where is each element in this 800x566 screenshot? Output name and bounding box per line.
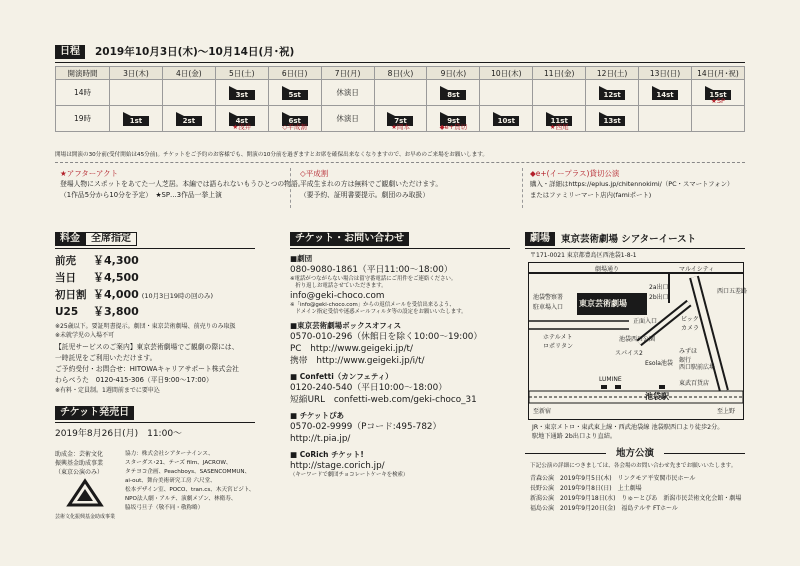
- childcare-line: わらべうた 0120-415-306（平日9:00～17:00）: [55, 376, 213, 384]
- stage-badge: 5st: [282, 90, 308, 100]
- feature-heisei: [300, 168, 520, 201]
- childcare-line: ※有料・定員制。1週間前までに要申込: [55, 387, 160, 394]
- ticket-contact-line: info@geki-choco.com: [290, 291, 385, 301]
- coop-line: 松本デザイン室、POCO、tran.cs、木天宮ビジト、: [125, 487, 255, 493]
- arts-fund-logo-icon: [65, 479, 105, 509]
- regional-item: 長野公演 2019年9月8日(日) 上土劇場: [530, 485, 642, 492]
- map-theater-label: 東京芸術劇場: [579, 299, 627, 308]
- map-label: 劇場通り: [595, 266, 620, 273]
- ticket-outlet-name: ■ CoRich チケット!: [290, 450, 364, 459]
- feature-divider: [290, 168, 291, 208]
- tickets-header: [290, 232, 510, 246]
- map-label: LUMINE: [599, 376, 622, 383]
- regional-intro: 下記公演の詳細につきましては、各会場のお問い合わせ先までお願いいたします。: [530, 463, 737, 469]
- ticket-note: （キーワードで劇団チョコレートケーキを検索）: [290, 472, 409, 478]
- map-label: 正面入口: [633, 318, 658, 325]
- day-header: 14日(月･祝): [691, 67, 744, 80]
- closed-day-text: 休演日: [336, 88, 359, 97]
- performance-cell: [427, 106, 480, 132]
- performance-cell: [162, 106, 215, 132]
- price-value: ￥4,500: [93, 271, 139, 284]
- stage-badge: 3st: [229, 90, 255, 100]
- regional-header: [525, 446, 745, 461]
- venue-access: [532, 423, 747, 441]
- price-notes: [55, 322, 275, 340]
- price-rule: [55, 248, 255, 249]
- stage-badge: 6st: [282, 116, 308, 126]
- map-label: 池袋西口公園: [619, 336, 656, 343]
- ticket-contact-line: http://stage.corich.jp/: [290, 461, 385, 471]
- schedule-rule: [55, 62, 745, 63]
- ticket-contact-line: 携帯 http://www.geigeki.jp/i/t/: [290, 356, 425, 366]
- credits-support: [55, 450, 117, 530]
- support-line: 振興基金助成事業: [55, 460, 104, 467]
- stage-badge: 13st: [599, 116, 625, 126]
- schedule-footnote: 開場は開演の30分前(受付開始は45分前)。チケットをご予約のお客様でも、開演の10分前を過ぎますとお席を確保出来なくなりますので、お早めのご来場をお願いします。: [55, 152, 489, 158]
- performance-cell: [321, 80, 374, 106]
- price-header: [55, 232, 255, 246]
- performance-cell: [639, 80, 692, 106]
- release-rule: [55, 422, 255, 423]
- ticket-note: 折り返しお電話させていただきます。: [290, 283, 387, 289]
- stage-badge: 7st: [387, 116, 413, 126]
- venue-address: 〒171-0021 東京都豊島区西池袋1-8-1: [530, 252, 637, 259]
- ticket-outlet-name: ■ Confetti（カンフェティ）: [290, 372, 393, 381]
- tickets-rule: [290, 248, 510, 249]
- stage-badge: 9st: [440, 116, 466, 126]
- feature-line: 平成生まれの方は無料でご観劇いただけます。: [300, 180, 443, 188]
- day-header: 12日(土): [586, 67, 639, 80]
- performance-cell: [162, 80, 215, 106]
- tickets-list: [290, 251, 520, 479]
- feature-divider: [522, 168, 523, 208]
- map-label: 至新宿: [533, 408, 552, 415]
- feature-title: ◇平成割: [300, 169, 329, 178]
- day-header: 10日(木): [480, 67, 533, 80]
- time-cell: 14時: [56, 80, 110, 106]
- price-note: ※未就学児の入場不可: [55, 332, 115, 339]
- coop-line: ai-out、舞台美術研究工房 六尺堂、: [125, 478, 216, 484]
- performance-note: ★岡本: [391, 123, 410, 131]
- ticket-contact-line: http://t.pia.jp/: [290, 434, 351, 444]
- map-label: 西口駅前広場: [679, 364, 716, 371]
- credits-cooperation: [125, 450, 275, 513]
- performance-note: ★西尾: [549, 123, 569, 131]
- ticket-note: ドメイン指定受信や迷惑メールフィルタ等の設定をお願いいたします。: [290, 309, 467, 315]
- price-list: [55, 252, 275, 320]
- performance-cell: [374, 106, 427, 132]
- schedule-header: [55, 45, 745, 59]
- feature-eplus: [530, 168, 745, 201]
- dashed-divider: [55, 162, 745, 163]
- price-value: ￥3,800: [93, 305, 139, 318]
- performance-cell: [321, 106, 374, 132]
- access-line: 駅地下通路 2b出口より直結。: [532, 433, 617, 440]
- ticket-contact-line: 0570-010-296（休館日を除く10:00～19:00）: [290, 332, 483, 342]
- schedule-table: [55, 66, 745, 132]
- day-header: 4日(金): [162, 67, 215, 80]
- release-header: [55, 406, 255, 420]
- feature-title: ★アフターアクト: [60, 169, 119, 178]
- ticket-contact-line: 短縮URL confetti-web.com/geki-choco_31: [290, 395, 477, 405]
- schedule-title: 2019年10月3日(木)～10月14日(月･祝): [95, 45, 295, 58]
- performance-cell: [427, 80, 480, 106]
- price-row: [55, 286, 275, 303]
- stage-badge: 15st: [705, 90, 731, 100]
- regional-item: 福島公演 2019年9月20日(金) 福島テルサ FTホール: [530, 505, 678, 512]
- release-date: 2019年8月26日(月) 11:00～: [55, 429, 183, 439]
- childcare-line: 【託児サービスのご案内】東京芸術劇場でご観劇の際には、: [55, 343, 239, 351]
- performance-cell: [215, 80, 268, 106]
- feature-line: またはファミリーマート店内(famiポート): [530, 191, 652, 199]
- performance-cell: [374, 80, 427, 106]
- performance-cell: [110, 106, 163, 132]
- day-header: 13日(日): [639, 67, 692, 80]
- regional-item: 青森公演 2019年9月5日(木) リンクモア平安閣市民ホール: [530, 475, 696, 482]
- performance-cell: [586, 106, 639, 132]
- performance-cell: [480, 80, 533, 106]
- childcare-line: ご予約受付・お問合せ：HITOWAキャリアサポート株式会社: [55, 365, 239, 373]
- day-header: 3日(木): [110, 67, 163, 80]
- coop-line: 協力：株式会社シアターナインス、: [125, 451, 214, 457]
- coop-line: タテヨコ企画、Peachboys、SASENCOMMUN、: [125, 469, 251, 475]
- performance-cell: [533, 106, 586, 132]
- map-label: 至上野: [717, 408, 736, 415]
- performance-note: ★SP: [711, 97, 725, 105]
- childcare-line: 一時託児をご利用いただけます。: [55, 354, 157, 362]
- coop-line: スターダス･21、テーズ film、JACROW、: [125, 460, 232, 466]
- map-label: ホテルメトロポリタン: [543, 334, 574, 350]
- map-label: 東武百貨店: [679, 380, 710, 387]
- price-row: [55, 303, 275, 320]
- day-header: 9日(水): [427, 67, 480, 80]
- venue-label: 劇場: [525, 232, 555, 246]
- performance-cell: [215, 106, 268, 132]
- feature-line: （1作品5分から10分を予定） ★SP…3作品一挙上演: [60, 191, 222, 199]
- time-column-header: 開演時間: [56, 67, 110, 80]
- performance-cell: [533, 80, 586, 106]
- release-label: チケット発売日: [55, 406, 134, 420]
- day-header: 11日(金): [533, 67, 586, 80]
- performance-cell: [268, 80, 321, 106]
- stage-badge: 10st: [493, 116, 519, 126]
- map-label: 西口五差路: [717, 288, 748, 295]
- stage-badge: 12st: [599, 90, 625, 100]
- performance-cell: [691, 80, 744, 106]
- price-name: 前売: [55, 255, 76, 267]
- map-label: ビックカメラ: [681, 316, 700, 332]
- venue-rule: [525, 248, 745, 249]
- performance-cell: [691, 106, 744, 132]
- coop-line: 脇坂弓旦子（敬不同・敬称略）: [125, 505, 204, 511]
- regional-item: 新潟公演 2019年9月18日(水) りゅーとぴあ 新潟市民芸術文化会館・劇場: [530, 495, 742, 502]
- support-line: （東京公演のみ）: [55, 469, 104, 476]
- map-label: マルイシティ: [679, 266, 715, 273]
- ticket-outlet-name: ■劇団: [290, 254, 313, 263]
- price-note: ※25歳以下。要証明書提示。劇団・東京芸術劇場、前売りのみ取扱: [55, 323, 236, 330]
- venue-header: [525, 232, 745, 246]
- ticket-contact-line: 0120-240-540（平日10:00～18:00）: [290, 383, 448, 393]
- time-cell: 19時: [56, 106, 110, 132]
- map-label: 2a出口: [649, 284, 669, 291]
- map-station-label: 池袋駅: [645, 392, 669, 401]
- performance-note: ◇平成割: [282, 123, 307, 131]
- price-name: U25: [55, 306, 79, 318]
- price-value: ￥4,000: [93, 288, 139, 301]
- venue-map: [528, 262, 748, 420]
- performance-note: ★浅井: [232, 123, 252, 131]
- stage-badge: 2st: [176, 116, 202, 126]
- map-label: Esola池袋: [645, 360, 673, 367]
- stage-badge: 11st: [546, 116, 572, 126]
- price-note: (10月3日19時の回のみ): [141, 292, 214, 300]
- ticket-note: ※「info@geki-choco.com」からの返信メールを受信出来るよう、: [290, 302, 455, 308]
- regional-label: 地方公演: [616, 448, 655, 459]
- performance-cell: [110, 80, 163, 106]
- map-label: 2b出口: [649, 294, 669, 301]
- price-name: 初日割: [55, 289, 87, 301]
- day-header: 8日(火): [374, 67, 427, 80]
- org-name: 芸術文化振興基金助成事業: [55, 514, 116, 520]
- stage-badge: 14st: [652, 90, 678, 100]
- childcare-info: [55, 342, 275, 395]
- map-label: 池袋警察署: [533, 294, 564, 301]
- ticket-contact-line: PC http://www.geigeki.jp/t/: [290, 344, 413, 354]
- map-label: 駐車場入口: [533, 304, 564, 311]
- price-row: [55, 269, 275, 286]
- ticket-outlet-name: ■東京芸術劇場ボックスオフィス: [290, 321, 402, 330]
- ticket-contact-line: 080-9080-1861（平日11:00～18:00）: [290, 265, 453, 275]
- schedule-label: 日程: [55, 45, 85, 59]
- feature-title: ◆e+(イープラス)貸切公演: [530, 169, 620, 178]
- venue-name: 東京芸術劇場 シアターイースト: [561, 233, 697, 245]
- price-seating: 全席指定: [85, 232, 137, 246]
- performance-cell: [639, 106, 692, 132]
- price-label: 料金: [55, 232, 85, 246]
- feature-line: 購入・詳細はhttps://eplus.jp/chitennokimi/（PC・スマートフォン）: [530, 180, 734, 188]
- stage-badge: 4st: [229, 116, 255, 126]
- tickets-label: チケット・お問い合わせ: [290, 232, 409, 246]
- ticket-contact-line: 0570-02-9999（Pコード:495-782）: [290, 422, 442, 432]
- support-line: 助成金：芸術文化: [55, 451, 104, 458]
- price-value: ￥4,300: [93, 254, 139, 267]
- stage-badge: 1st: [123, 116, 149, 126]
- ticket-note: ※電話がつながらない場合は留守番電話にご用件をご連絡ください。: [290, 276, 457, 282]
- coop-line: NPO法人劇・アルテ、演劇メゾン、林衛寿、: [125, 496, 237, 502]
- map-label: スパイス2: [615, 350, 643, 357]
- feature-line: （要予約、証明書要提示。劇団のみ取扱）: [300, 191, 430, 199]
- price-row: [55, 252, 275, 269]
- stage-badge: 8st: [440, 90, 466, 100]
- performance-note: ◆e+貸切: [439, 123, 468, 131]
- feature-after-act: [60, 168, 305, 201]
- ticket-outlet-name: ■ チケットぴあ: [290, 411, 345, 420]
- day-header: 5日(土): [215, 67, 268, 80]
- regional-list: [530, 474, 745, 514]
- map-label: みずほ銀行: [679, 348, 698, 364]
- access-line: JR・東京メトロ・東武東上線・西武池袋線 池袋駅西口より徒歩2分。: [532, 424, 724, 431]
- performance-cell: [268, 106, 321, 132]
- day-header: 6日(日): [268, 67, 321, 80]
- price-name: 当日: [55, 272, 76, 284]
- performance-cell: [480, 106, 533, 132]
- performance-cell: [586, 80, 639, 106]
- closed-day-text: 休演日: [336, 114, 359, 123]
- schedule-table-wrap: [55, 66, 745, 132]
- feature-line: 登場人物にスポットをあてた一人芝居。本編では語られないもうひとつの物語。: [60, 180, 305, 188]
- day-header: 7日(月): [321, 67, 374, 80]
